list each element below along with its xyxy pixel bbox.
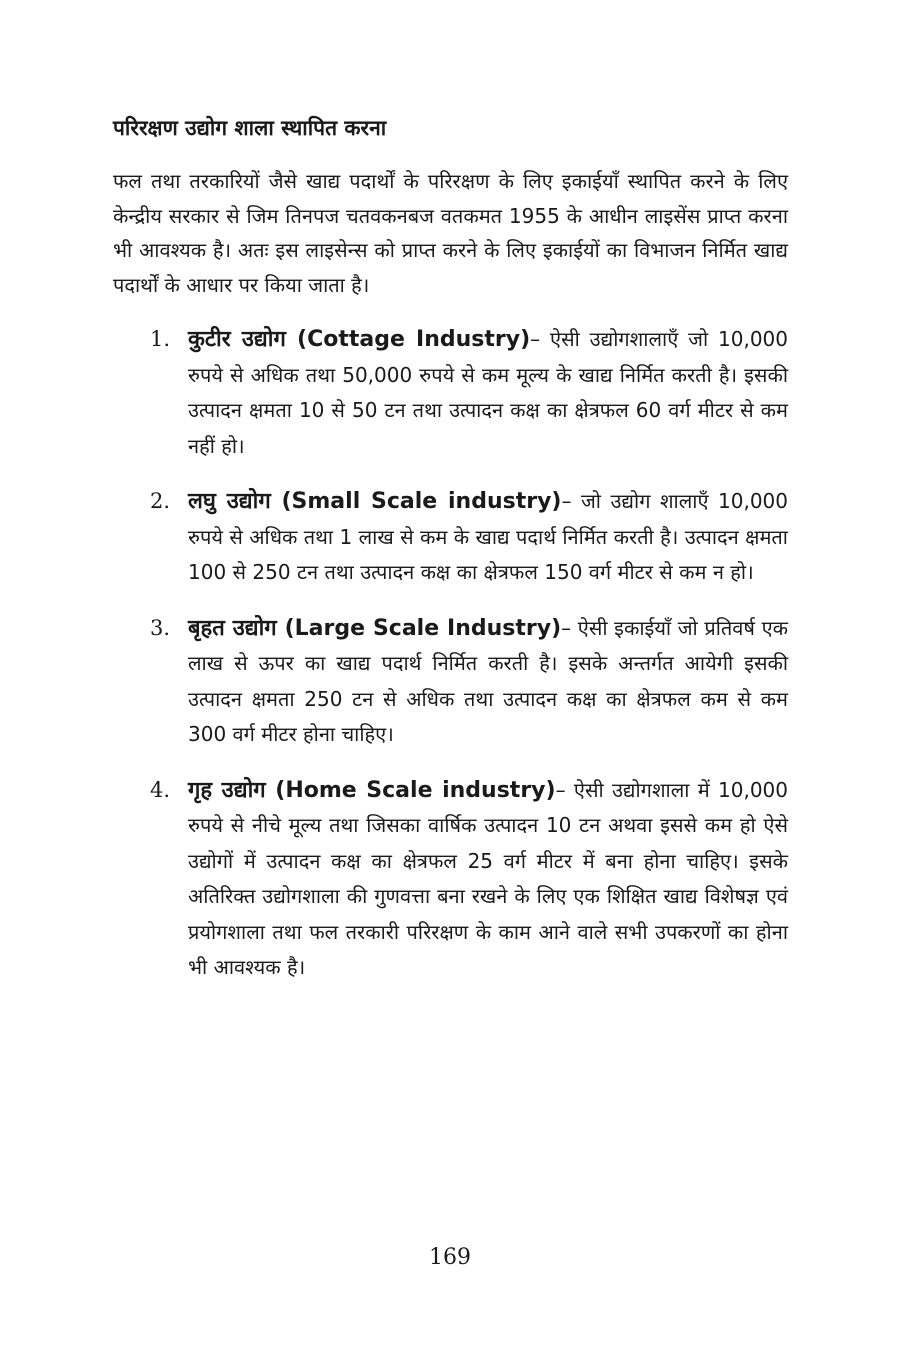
list-item-text: – ऐसी इकाईयाँ जो प्रतिवर्ष एक लाख से ऊपर का खाद्य पदार्थ निर्मित करती है। इसके अन्तर्गत आयेगी इसकी उत्पादन क्षमता 250 टन से अधिक तथा उत्पादन कक्ष का क्षेत्रफल कम से कम 300 वर्ग मीटर होना चाहिए। xyxy=(188,615,789,746)
list-item xyxy=(113,484,788,591)
list-item-title: गृह उद्योग (Home Scale industry) xyxy=(188,777,556,803)
list-item-number: 4. xyxy=(150,777,171,802)
list-item xyxy=(113,322,788,464)
list-item-number: 3. xyxy=(150,615,171,640)
list-item xyxy=(113,611,788,753)
list-item-text: – जो उद्योग शालाएँ 10,000 रुपये से अधिक तथा 1 लाख से कम के खाद्य पदार्थ निर्मित करती है। उत्पादन क्षमता 100 से 250 टन तथा उत्पादन कक्ष का क्षेत्रफल 150 वर्ग मीटर से कम न हो। xyxy=(188,489,788,584)
list-item xyxy=(113,773,788,986)
industry-list xyxy=(113,322,788,986)
intro-paragraph: फल तथा तरकारियों जैसे खाद्य पदार्थों के परिरक्षण के लिए इकाईयाँ स्थापित करने के लिए केन्द्रीय सरकार से जिम तिनपज चतवकनबज वतकमत 1955 के आधीन लाइसेंस प्राप्त करना भी आवश्यक है। अतः इस लाइसेन्स को प्राप्त करने के लिए इकाईयों का विभाजन निर्मित खाद्य पदार्थों के आधार पर किया जाता है। xyxy=(113,169,788,297)
page-content xyxy=(113,112,788,1006)
list-item-title: कुटीर उद्योग (Cottage Industry) xyxy=(188,327,531,352)
list-item-text: – ऐसी उद्योगशाला में 10,000 रुपये से नीचे मूल्य तथा जिसका वार्षिक उत्पादन 10 टन अथवा इससे कम हो ऐसे उद्योगों में उत्पादन कक्ष का क्षेत्रफल 25 वर्ग मीटर में बना होना चाहिए। इसके अतिरिक्त उद्योगशाला की गुणवत्ता बना रखने के लिए एक शिक्षित खाद्य विशेषज्ञ एवं प्रयोगशाला तथा फल तरकारी परिरक्षण के काम आने वाले सभी उपकरणों का होना भी आवश्यक है। xyxy=(188,777,789,979)
list-item-title: लघु उद्योग (Small Scale industry) xyxy=(188,489,562,514)
section-heading: परिरक्षण उद्योग शाला स्थापित करना xyxy=(113,116,387,140)
list-item-number: 1. xyxy=(150,327,171,351)
list-item-number: 2. xyxy=(150,489,171,513)
list-item-title: बृहत उद्योग (Large Scale Industry) xyxy=(188,615,562,641)
page-number: 169 xyxy=(429,1245,471,1270)
list-item-text: – ऐसी उद्योगशालाएँ जो 10,000 रुपये से अधिक तथा 50,000 रुपये से कम मूल्य के खाद्य निर्मित करती है। इसकी उत्पादन क्षमता 10 से 50 टन तथा उत्पादन कक्ष का क्षेत्रफल 60 वर्ग मीटर से कम नहीं हो। xyxy=(188,327,788,458)
